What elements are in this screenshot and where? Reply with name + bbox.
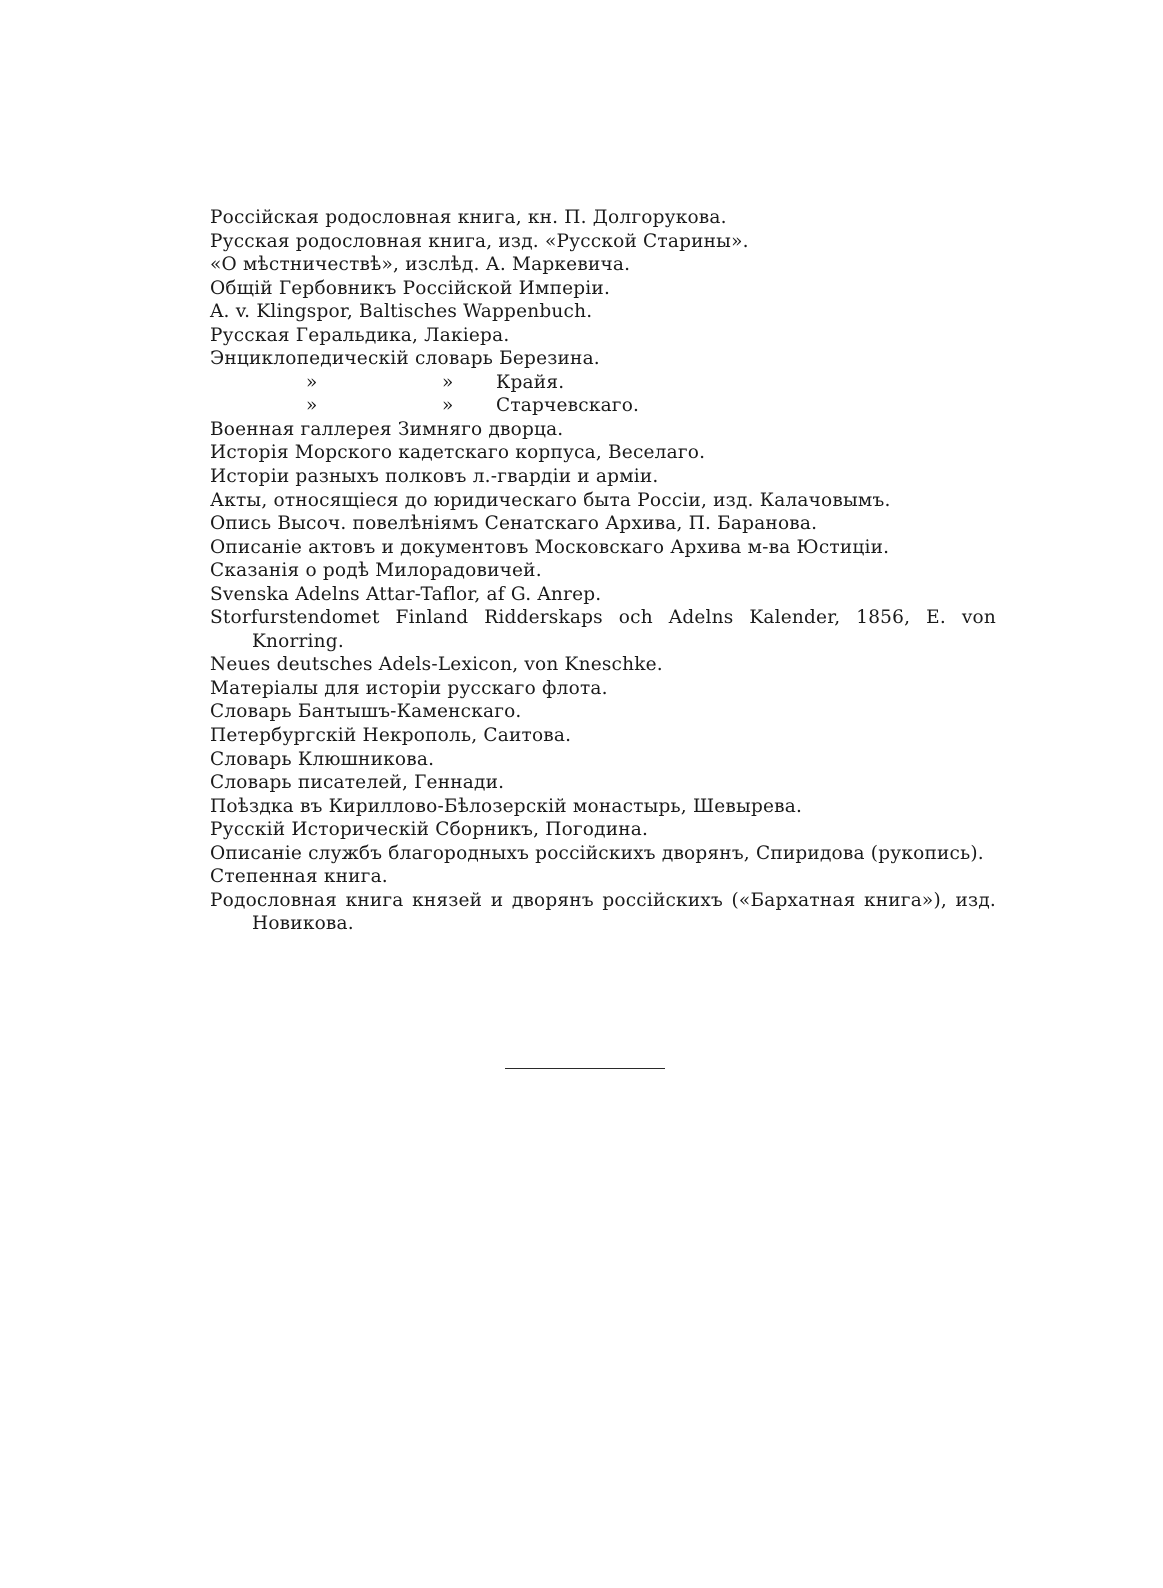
bibliography-list (210, 206, 996, 936)
bibliography-entry: Матеріалы для исторіи русскаго флота. (210, 677, 608, 699)
bibliography-entry: Общій Гербовникъ Россійской Имперіи. (210, 277, 611, 299)
bibliography-entry: Neues deutsches Adels-Lexicon, von Kneschke. (210, 654, 663, 676)
bibliography-entry: Поѣздка въ Кириллово-Бѣлозерскій монастырь, Шевырева. (210, 795, 803, 817)
ditto-entry-text: Старчевскаго. (496, 395, 640, 417)
bibliography-entry: Энциклопедическій словарь Березина. (210, 348, 600, 370)
ditto-mark: » (442, 371, 454, 393)
bibliography-entry: Опись Высоч. повелѣніямъ Сенатскаго Архива, П. Баранова. (210, 513, 818, 535)
bibliography-entry: Русскій Историческій Сборникъ, Погодина. (210, 819, 649, 841)
bibliography-entry: Описаніе службъ благородныхъ россійскихъ дворянъ, Спиридова (рукопись). (210, 842, 984, 864)
bibliography-entry: Русская родословная книга, изд. «Русской Старины». (210, 230, 749, 252)
bibliography-entry: Сказанія о родѣ Милорадовичей. (210, 560, 542, 582)
bibliography-entry: Военная галлерея Зимняго дворца. (210, 418, 564, 440)
bibliography-entry: Словарь Бантышъ-Каменскаго. (210, 701, 522, 723)
bibliography-entry-ditto (210, 371, 996, 395)
bibliography-entry: Русская Геральдика, Лакіера. (210, 324, 510, 346)
bibliography-entry: Акты, относящіеся до юридическаго быта Россіи, изд. Калачовымъ. (210, 489, 891, 511)
bibliography-entry: Svenska Adelns Attar-Taflor, af G. Anrep. (210, 583, 602, 605)
bibliography-entry: Исторіи разныхъ полковъ л.-гвардіи и арміи. (210, 466, 659, 488)
bibliography-entry: Петербургскій Некрополь, Саитова. (210, 725, 572, 747)
bibliography-entry: Россійская родословная книга, кн. П. Долгорукова. (210, 207, 727, 228)
bibliography-entry: Словарь писателей, Геннади. (210, 772, 505, 794)
bibliography-entry: A. v. Klingspor, Baltisches Wappenbuch. (210, 301, 593, 323)
bibliography-entry: Родословная книга князей и дворянъ россійскихъ («Бархатная книга»), изд. Новикова. (210, 889, 996, 935)
bibliography-entry: Исторія Морского кадетскаго корпуса, Веселаго. (210, 442, 706, 464)
ditto-mark: » (306, 395, 318, 417)
ditto-mark: » (306, 371, 318, 393)
bibliography-entry: Storfurstendomet Finland Ridderskaps och Adelns Kalender, 1856, E. von Knorring. (210, 607, 996, 652)
bibliography-entry: Словарь Клюшникова. (210, 748, 435, 770)
closing-rule (505, 1068, 665, 1069)
bibliography-entry-ditto (210, 394, 996, 418)
bibliography-entry: Степенная книга. (210, 866, 388, 888)
ditto-mark: » (442, 395, 454, 417)
bibliography-entry: «О мѣстничествѣ», изслѣд. А. Маркевича. (210, 254, 631, 276)
ditto-entry-text: Крайя. (496, 371, 565, 393)
bibliography-entry: Описаніе актовъ и документовъ Московскаго Архива м-ва Юстиціи. (210, 536, 890, 558)
